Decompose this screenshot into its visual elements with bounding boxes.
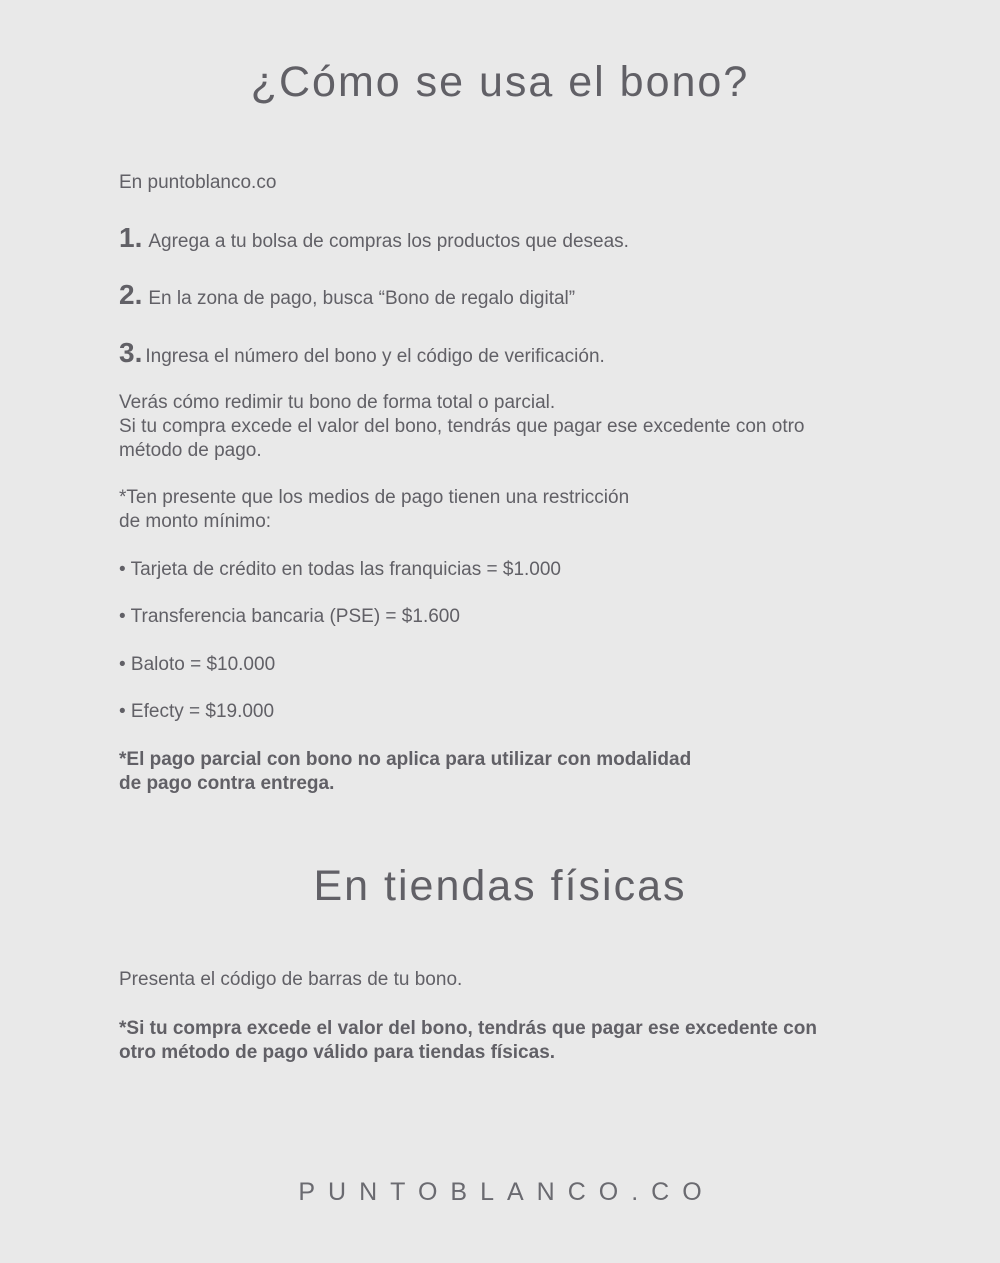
stores-title: En tiendas físicas [313,862,687,910]
stores-intro: Presenta el código de barras de tu bono. [119,969,463,990]
step-text: En la zona de pago, busca “Bono de regalo digital” [148,288,576,309]
step-3 [119,337,605,369]
minimum-item: • Transferencia bancaria (PSE) = $1.600 [119,606,460,627]
step-2 [119,279,575,311]
restriction-line: *Ten presente que los medios de pago tienen una restricción [119,487,630,508]
step-number: 3. [119,337,143,368]
redeem-line: Si tu compra excede el valor del bono, tendrás que pagar ese excedente con otro [119,416,805,437]
step-number: 2. [119,279,143,310]
stores-note [119,1017,817,1065]
cod-note [119,748,691,796]
redeem-line: Verás cómo redimir tu bono de forma total o parcial. [119,392,556,413]
stores-note-line: *Si tu compra excede el valor del bono, tendrás que pagar ese excedente con [119,1018,817,1039]
stores-note-line: otro método de pago válido para tiendas físicas. [119,1042,556,1063]
step-text: Agrega a tu bolsa de compras los productos que deseas. [148,231,629,252]
step-text: Ingresa el número del bono y el código de verificación. [145,346,605,367]
minimum-item: • Efecty = $19.000 [119,701,275,722]
step-number: 1. [119,222,143,253]
minimum-item: • Tarjeta de crédito en todas las franquicias = $1.000 [119,559,562,580]
redeem-paragraph [119,391,805,463]
step-1 [119,222,629,254]
footer-brand: PUNTOBLANCO.CO [298,1178,715,1206]
restriction-paragraph [119,486,629,534]
restriction-line: de monto mínimo: [119,511,272,532]
minimum-item: • Baloto = $10.000 [119,654,276,675]
page-title: ¿Cómo se usa el bono? [250,58,750,106]
cod-note-line: *El pago parcial con bono no aplica para utilizar con modalidad [119,749,692,770]
cod-note-line: de pago contra entrega. [119,773,335,794]
online-intro: En puntoblanco.co [119,172,277,193]
redeem-line: método de pago. [119,440,262,461]
